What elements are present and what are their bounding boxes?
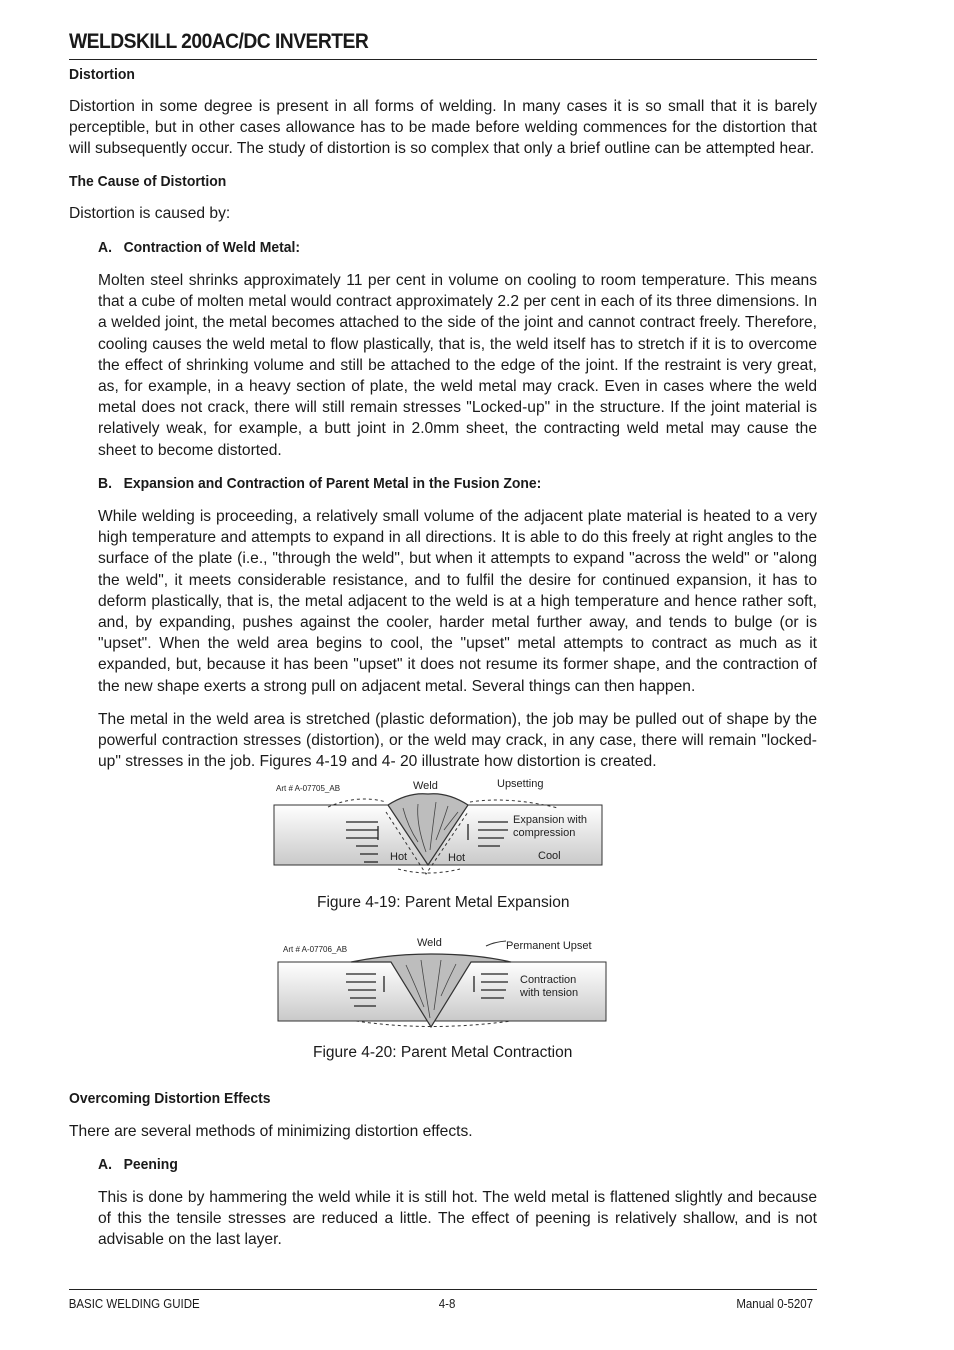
fig19-hot-left-label: Hot	[390, 851, 408, 863]
distortion-paragraph: Distortion in some degree is present in all forms of welding. In many cases it is so small that it is barely perceptible, but in other cases allowance has to be made before welding commences for the distortion that will subsequently occur. The study of distortion is so complex that only a brief outline can be attempted hear.	[69, 98, 817, 158]
footer-right: Manual 0-5207	[736, 1297, 814, 1311]
fig19-weld-label: Weld	[413, 780, 438, 792]
fig20-art-number: Art # A-07706_AB	[283, 945, 348, 954]
peening-paragraph: This is done by hammering the weld while it is still hot. The weld metal is flattened slightly and because of this the tensile stresses are reduced a little. The effect of peening is relatively shallow, and is not advisable on the last layer.	[98, 1189, 817, 1249]
expansion-heading: B. Expansion and Contraction of Parent Metal in the Fusion Zone:	[98, 475, 542, 492]
page-title: WELDSKILL 200AC/DC INVERTER	[69, 30, 369, 53]
fig19-cool-label: Cool	[538, 850, 561, 862]
contraction-heading: A. Contraction of Weld Metal:	[98, 239, 301, 256]
footer-rule	[69, 1289, 817, 1290]
fig19-hot-right-label: Hot	[448, 852, 466, 864]
overcoming-intro: There are several methods of minimizing distortion effects.	[69, 1123, 473, 1140]
cause-heading: The Cause of Distortion	[69, 173, 227, 190]
footer-left: BASIC WELDING GUIDE	[68, 1297, 200, 1311]
fig20-weld-label: Weld	[417, 937, 442, 949]
fig20-contraction-label: Contraction	[520, 974, 577, 986]
fig19-expansion-label: Expansion with	[513, 814, 587, 826]
expansion-paragraph-2: The metal in the weld area is stretched (plastic deformation), the job may be pulled out of shape by the powerful contraction stresses (distortion), or the weld may crack, in any case, there will remain "locked-up" stresses in the job. Figures 4-19 and 4- 20 illustrate how distortion is created.	[98, 711, 817, 771]
fig20-tension-label: with tension	[520, 987, 579, 999]
distortion-heading: Distortion	[69, 66, 135, 83]
fig19-art-number: Art # A-07705_AB	[276, 784, 341, 793]
figure-parent-metal-contraction	[276, 932, 610, 1032]
expansion-paragraph-1: While welding is proceeding, a relatively small volume of the adjacent plate material is heated to a very high temperature and attempts to expand in all directions. It is able to do this freely at right angles to the surface of the plate (i.e., "through the weld", but when it attempts to expand "across the weld" or "along the weld", it meets considerable resistance, and to fulfil the desire for continued expansion, it has to deform plastically, that is, the metal adjacent to the weld is at a high temperature and hence rather soft, and, by expanding, pushes against the cooler, harder metal further away, and tends to bulge (or is "upset". When the weld area begins to cool, the "upset" metal attempts to contract as much as it expanded, but, because it has been "upset" it does not resume its former shape, and the contraction of the new shape exerts a strong pull on adjacent metal. Several things can then happen.	[98, 508, 817, 695]
contraction-paragraph: Molten steel shrinks approximately 11 per cent in volume on cooling to room temperature. This means that a cube of molten metal would contract approximately 2.2 per cent in each of its three dimensions. In a welded joint, the metal becomes attached to the side of the joint and cannot contract freely. Therefore, cooling causes the weld metal to flow plastically, that is, the weld itself has to stretch if it is to overcome the effect of shrinking volume and still be attached to the edge of the joint. If the restraint is very great, as, for example, in a heavy section of plate, the weld metal may crack. Even in cases where the weld metal does not crack, there will still remain stresses "Locked-up" in the structure. If the joint material is relatively weak, for example, a butt joint in 2.0mm sheet, the contracting weld metal may cause the sheet to become distorted.	[98, 272, 817, 459]
peening-heading: A. Peening	[98, 1156, 178, 1173]
fig19-upsetting-label: Upsetting	[497, 778, 544, 790]
header-rule	[69, 59, 817, 60]
fig20-permanent-upset-label: Permanent Upset	[506, 940, 592, 952]
figure-20-caption: Figure 4-20: Parent Metal Contraction	[313, 1044, 573, 1061]
figure-19-caption: Figure 4-19: Parent Metal Expansion	[317, 894, 570, 911]
fig19-compression-label: compression	[513, 827, 576, 839]
cause-intro: Distortion is caused by:	[69, 205, 231, 222]
overcoming-heading: Overcoming Distortion Effects	[69, 1090, 271, 1107]
footer-page-number: 4-8	[438, 1297, 456, 1311]
figure-parent-metal-expansion	[268, 772, 608, 876]
